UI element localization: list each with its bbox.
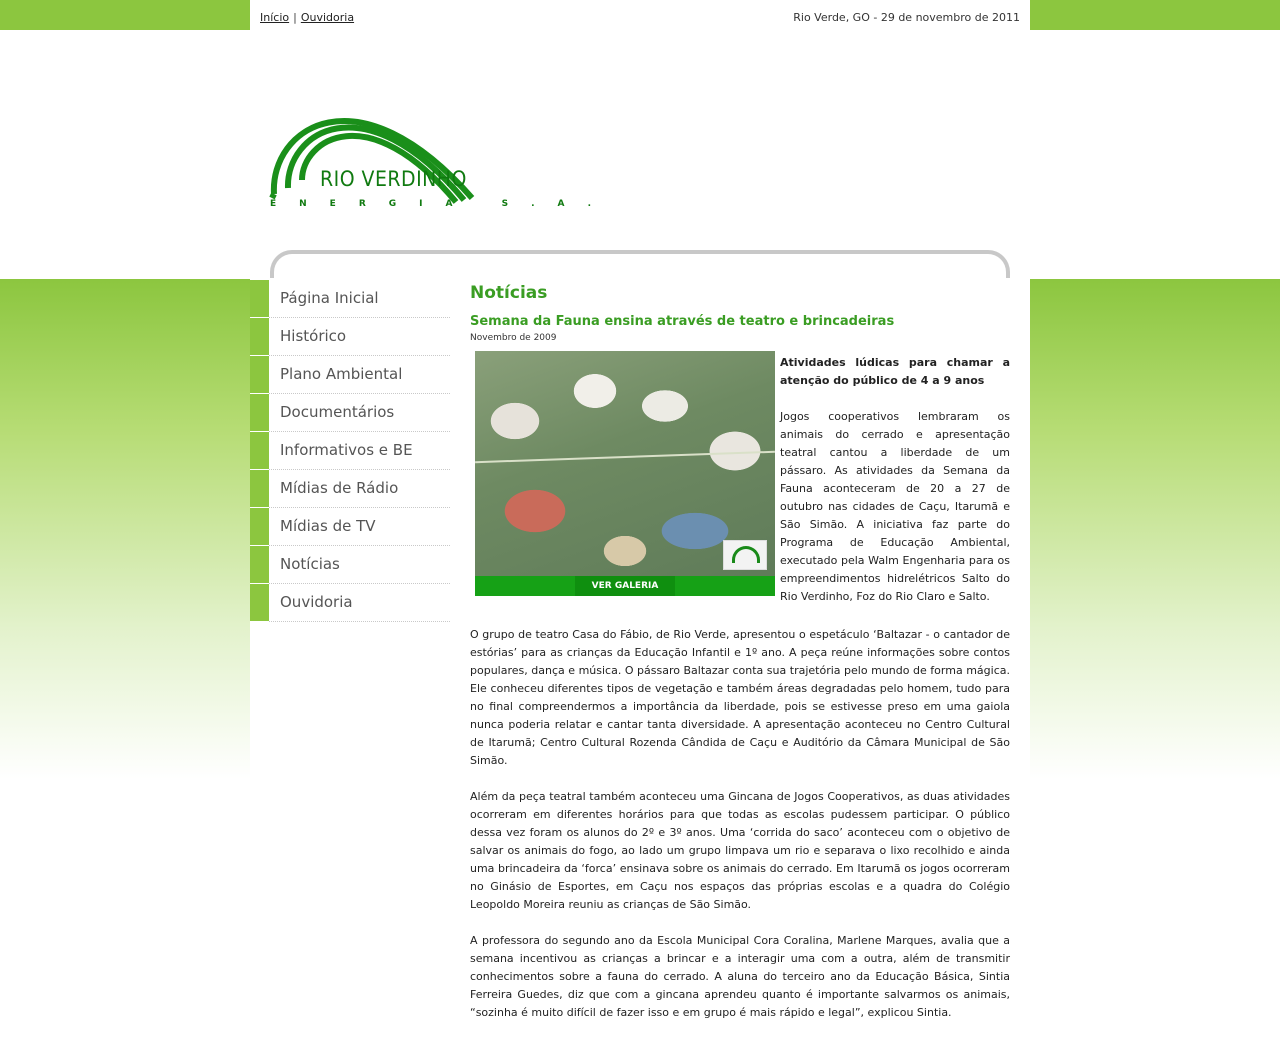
article-paragraph: A professora do segundo ano da Escola Municipal Cora Coralina, Marlene Marques, avalia que a semana incentivou as crianças a brincar e a interagir uma com a outra, além de transmitir conhecimentos sobre a fauna do cerrado. A aluna do terceiro ano da Educação Básica, Sintia Ferreira Guedes, diz que com a gincana aprendeu quanto é importante salvarmos os animais, “sozinha é muito difícil de fazer isso e em grupo é mais rápido e legal”, explicou Sintia. xyxy=(470,934,1010,1019)
sidebar-nav xyxy=(250,280,450,622)
article-paragraph: O grupo de teatro Casa do Fábio, de Rio Verde, apresentou o espetáculo ‘Baltazar - o cantador de estórias’ para as crianças da Educação Infantil e 1º ano. A peça reúne informações sobre contos populares, dança e música. O pássaro Baltazar conta sua trajetória pelo mundo de forma mágica. Ele conheceu diferentes tipos de vegetação e também áreas degradadas pelo homem, tudo para no final compreendermos a importância da liberdade, pois se estivesse preso em uma gaiola nunca poderia relatar e cantar tanta diversidade. A apresentação aconteceu no Centro Cultural de Itarumã; Centro Cultural Rozenda Cândida de Caçu e Auditório da Câmara Municipal de São Simão. xyxy=(470,628,1010,767)
nav-tab-marker xyxy=(250,584,269,621)
photo-watermark-logo xyxy=(723,540,767,570)
article-date: Novembro de 2009 xyxy=(470,333,557,343)
nav-divider xyxy=(269,621,450,622)
content-frame-top xyxy=(270,250,1010,278)
nav-tab-marker xyxy=(250,508,269,545)
sidebar-item-documentarios[interactable] xyxy=(250,394,450,432)
sidebar-item-ouvidoria[interactable] xyxy=(250,584,450,622)
article-title: Semana da Fauna ensina através de teatro e brincadeiras xyxy=(470,314,895,329)
sidebar-item-plano-ambiental[interactable] xyxy=(250,356,450,394)
court-line xyxy=(475,451,775,463)
link-separator: | xyxy=(293,11,297,24)
ombudsman-link[interactable]: Ouvidoria xyxy=(300,11,355,24)
article-paragraph: Além da peça teatral também aconteceu uma Gincana de Jogos Cooperativos, as duas atividades ocorreram em diferentes horários para que todas as escolas pudessem participar. O público dessa vez foram os alunos do 2º e 3º anos. Uma ‘corrida do saco’ aconteceu com o objetivo de salvar os animais do fogo, ao lado um grupo limpava um rio e separava o lixo recolhido e ainda uma brincadeira da ‘forca’ ensinava sobre os animais do cerrado. Em Itarumã os jogos ocorreram no Ginásio de Esportes, em Caçu nos espaços das próprias escolas e a quadra do Colégio Leopoldo Moreira reuniu as crianças de São Simão. xyxy=(470,790,1010,911)
top-links xyxy=(260,11,354,24)
gallery-bar xyxy=(475,576,775,596)
sidebar-item-historico[interactable] xyxy=(250,318,450,356)
nav-tab-marker xyxy=(250,432,269,469)
sidebar-item-label: Histórico xyxy=(280,327,347,345)
article-photo[interactable] xyxy=(475,351,775,596)
logo[interactable] xyxy=(268,88,615,213)
sidebar-item-midias-tv[interactable] xyxy=(250,508,450,546)
sidebar-item-label: Mídias de Rádio xyxy=(280,479,399,497)
nav-tab-marker xyxy=(250,394,269,431)
nav-tab-marker xyxy=(250,470,269,507)
logo-name: RIO VERDINHO xyxy=(320,167,467,191)
nav-tab-marker xyxy=(250,546,269,583)
article-lead: Atividades lúdicas para chamar a atenção do público de 4 a 9 anos xyxy=(780,356,1010,387)
article-intro xyxy=(780,354,1010,606)
sidebar-item-label: Ouvidoria xyxy=(280,593,353,611)
sidebar-item-midias-radio[interactable] xyxy=(250,470,450,508)
view-gallery-button[interactable]: VER GALERIA xyxy=(575,576,675,596)
sidebar-item-label: Notícias xyxy=(280,555,340,573)
home-link[interactable]: Início xyxy=(260,11,290,24)
sidebar-item-label: Página Inicial xyxy=(280,289,379,307)
article-intro-paragraph: Jogos cooperativos lembraram os animais do cerrado e apresentação teatral cantou a liberdade de um pássaro. As atividades da Semana da Fauna aconteceram de 20 a 27 de outubro nas cidades de Caçu, Itarumã e São Simão. A iniciativa faz parte do Programa de Educação Ambiental, executado pela Walm Engenharia para os empreendimentos hidrelétricos Salto do Rio Verdinho, Foz do Rio Claro e Salto. xyxy=(780,410,1010,603)
sidebar-item-noticias[interactable] xyxy=(250,546,450,584)
section-title: Notícias xyxy=(470,283,548,303)
logo-subtitle: ENERGIA S.A. xyxy=(270,199,615,209)
sidebar-item-label: Plano Ambiental xyxy=(280,365,403,383)
current-date: Rio Verde, GO - 29 de novembro de 2011 xyxy=(793,11,1020,24)
logo-arcs-icon xyxy=(268,88,478,213)
top-bar xyxy=(260,0,1020,30)
article-body xyxy=(470,626,1010,1040)
nav-tab-marker xyxy=(250,280,269,317)
sidebar-item-label: Informativos e BE xyxy=(280,441,413,459)
sidebar-item-label: Documentários xyxy=(280,403,395,421)
sidebar-item-informativos[interactable] xyxy=(250,432,450,470)
sidebar-item-pagina-inicial[interactable] xyxy=(250,280,450,318)
nav-tab-marker xyxy=(250,356,269,393)
sidebar-item-label: Mídias de TV xyxy=(280,517,376,535)
nav-tab-marker xyxy=(250,318,269,355)
page-container xyxy=(250,0,1030,1024)
